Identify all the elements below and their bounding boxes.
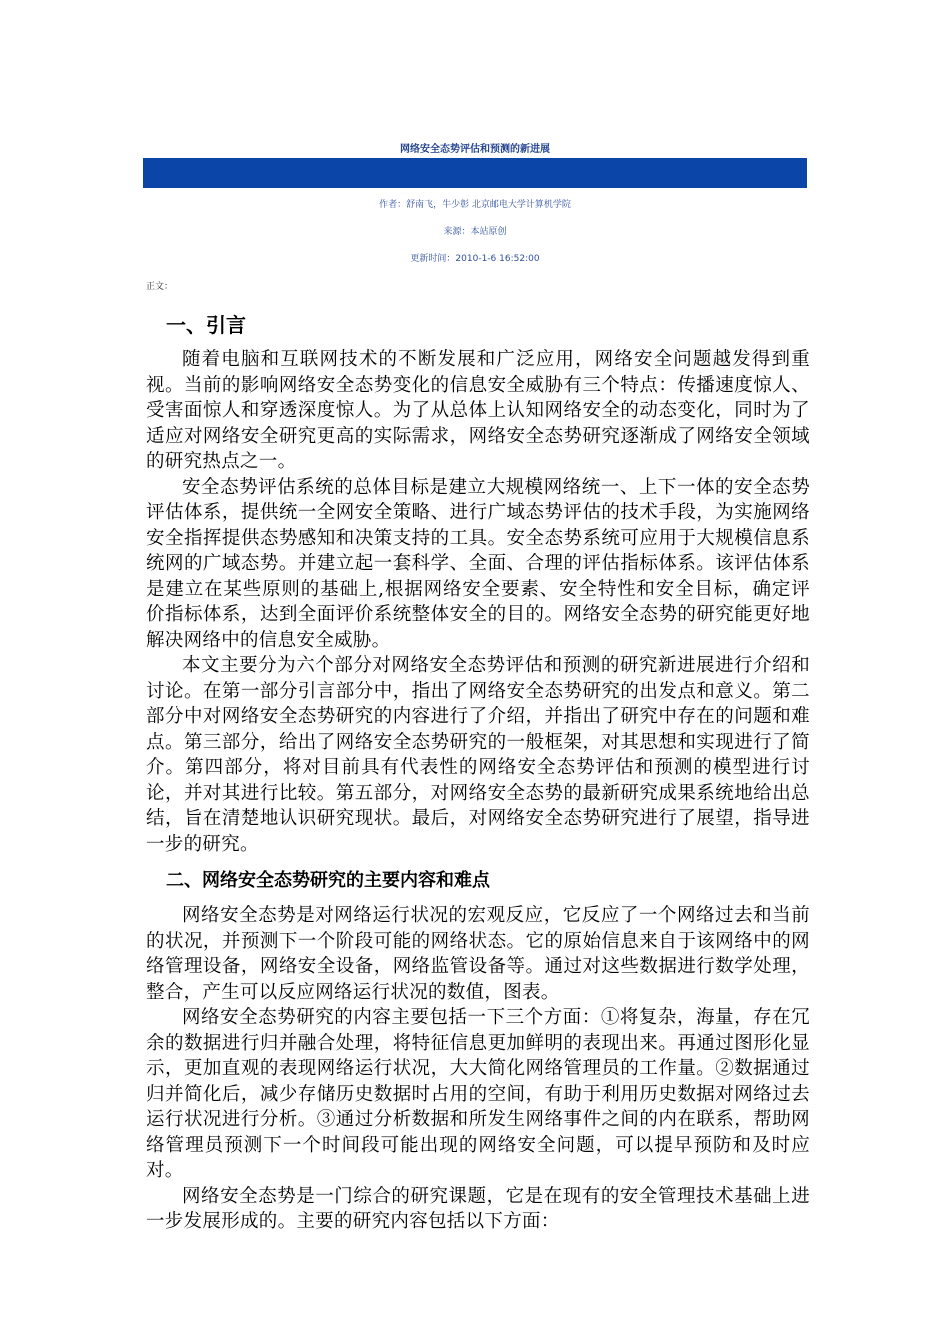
paragraph: 本文主要分为六个部分对网络安全态势评估和预测的研究新进展进行介绍和讨论。在第一部分引言部分中，指出了网络安全态势研究的出发点和意义。第二部分中对网络安全态势研究的内容进行了介绍，并指出了研究中存在的问题和难点。第三部分，给出了网络安全态势研究的一般框架，对其思想和实现进行了简介。第四部分，将对目前具有代表性的网络安全态势评估和预测的模型进行讨论，并对其进行比较。第五部分，对网络安全态势的最新研究成果系统地给出总结，旨在清楚地认识研究现状。最后，对网络安全态势研究进行了展望，指导进一步的研究。 (146, 655, 810, 855)
article-body (146, 307, 810, 1235)
document-title: 网络安全态势评估和预测的新进展 (400, 144, 550, 155)
section-heading-content: 二、网络安全态势研究的主要内容和难点 (166, 870, 490, 891)
paragraph: 安全态势评估系统的总体目标是建立大规模网络统一、上下一体的安全态势评估体系，提供统一全网安全策略、进行广域态势评估的技术手段，为实施网络安全指挥提供态势感知和决策支持的工具。安全态势系统可应用于大规模信息系统网的广域态势。并建立起一套科学、全面、合理的评估指标体系。该评估体系是建立在某些原则的基础上,根据网络安全要素、安全特性和安全目标，确定评价指标体系，达到全面评价系统整体安全的目的。网络安全态势的研究能更好地解决网络中的信息安全威胁。 (146, 476, 810, 651)
title-banner-bar (143, 158, 807, 188)
section-heading-intro: 一、引言 (166, 313, 246, 337)
body-label: 正文： (146, 282, 174, 292)
author-line: 作者：舒南飞，牛少彰 北京邮电大学计算机学院 (379, 200, 571, 210)
paragraph: 网络安全态势是对网络运行状况的宏观反应，它反应了一个网络过去和当前的状况，并预测下一个阶段可能的网络状态。它的原始信息来自于该网络中的网络管理设备，网络安全设备，网络监管设备等。通过对这些数据进行数学处理，整合，产生可以反应网络运行状况的数值，图表。 (146, 905, 810, 1003)
paragraph: 网络安全态势是一门综合的研究课题，它是在现有的安全管理技术基础上进一步发展形成的。主要的研究内容包括以下方面： (146, 1185, 810, 1232)
paragraph: 网络安全态势研究的内容主要包括一下三个方面：①将复杂，海量，存在冗余的数据进行归并融合处理，将特征信息更加鲜明的表现出来。再通过图形化显示，更加直观的表现网络运行状况，大大简化网络管理员的工作量。②数据通过归并简化后，减少存储历史数据时占用的空间，有助于利用历史数据对网络过去运行状况进行分析。③通过分析数据和所发生网络事件之间的内在联系，帮助网络管理员预测下一个时间段可能出现的网络安全问题，可以提早预防和及时应对。 (146, 1007, 810, 1181)
update-time-line: 更新时间：2010-1-6 16:52:00 (410, 254, 540, 264)
source-line: 来源：本站原创 (443, 227, 507, 237)
paragraph: 随着电脑和互联网技术的不断发展和广泛应用，网络安全问题越发得到重视。当前的影响网络安全态势变化的信息安全威胁有三个特点：传播速度惊人、受害面惊人和穿透深度惊人。为了从总体上认知网络安全的动态变化，同时为了适应对网络安全研究更高的实际需求，网络安全态势研究逐渐成了网络安全领域的研究热点之一。 (146, 349, 810, 472)
